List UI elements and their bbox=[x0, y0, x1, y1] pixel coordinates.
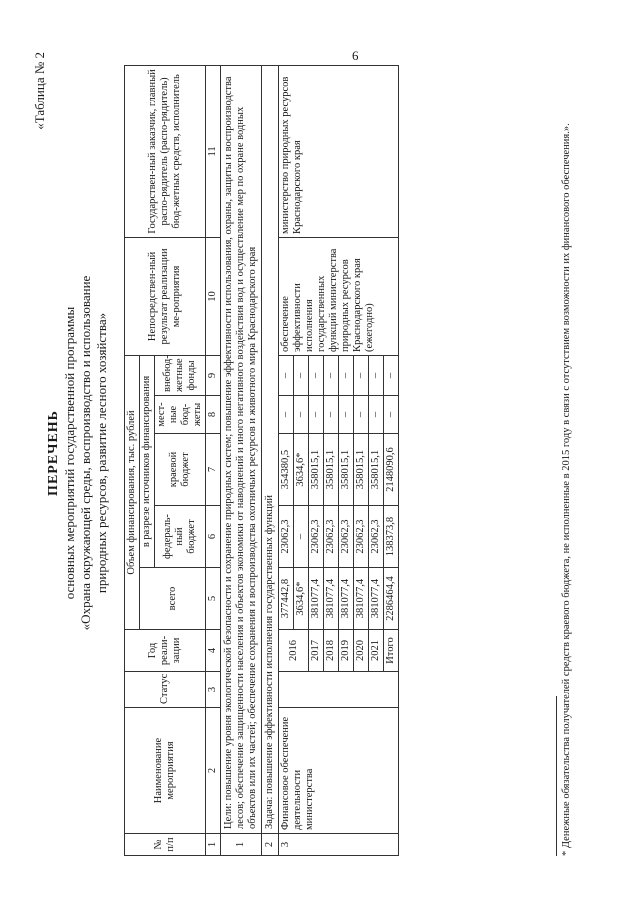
year-cell: 2016 bbox=[279, 630, 309, 672]
goal-row bbox=[221, 65, 262, 855]
column-number: 3 bbox=[206, 672, 221, 708]
extra-cell: – bbox=[279, 355, 294, 395]
footnote-block bbox=[556, 66, 573, 856]
total-cell: 381077,4 bbox=[354, 568, 369, 630]
column-number: 5 bbox=[206, 568, 221, 630]
heading-title: ПЕРЕЧЕНЬ bbox=[46, 410, 61, 496]
activity-result: обеспечение эффективности исполнения государственных функций министерства природных ресурсов Краснодарского края (ежегодно) bbox=[279, 237, 399, 355]
column-number: 1 bbox=[206, 834, 221, 856]
year-cell: 2019 bbox=[339, 630, 354, 672]
activity-num: 3 bbox=[279, 834, 399, 856]
local-cell: – bbox=[324, 396, 339, 434]
local-cell: – bbox=[279, 396, 294, 434]
regional-cell: 2148090,6 bbox=[384, 434, 399, 506]
header-sources-group: в разрезе источников финансирования bbox=[140, 355, 155, 567]
federal-cell: 23062,3 bbox=[324, 506, 339, 568]
document-heading bbox=[46, 38, 110, 868]
activities-table bbox=[124, 65, 399, 856]
header-local: мест-ные бюд-жеты bbox=[155, 396, 206, 434]
column-number: 7 bbox=[206, 434, 221, 506]
column-number-row bbox=[206, 65, 221, 855]
extra-cell: – bbox=[294, 355, 309, 395]
federal-cell: 23062,3 bbox=[309, 506, 324, 568]
local-cell: – bbox=[309, 396, 324, 434]
year-cell: 2021 bbox=[369, 630, 384, 672]
local-cell: – bbox=[369, 396, 384, 434]
local-cell: – bbox=[339, 396, 354, 434]
header-funding-group: Объем финансирования, тыс. рублей bbox=[125, 355, 140, 629]
goal-text: Цели: повышение уровня экологической безопасности и сохранение природных систем; повышение эффективности использования, охраны, защиты и воспроизводства лесов; обеспечение защищенности населения и объектов экономики от наводнений и иного негативного воздействия вод и осуществление мер по охране водных объектов или их частей; обеспечение сохранения и воспроизводства охотничьих ресурсов и животного мира Краснодарского края bbox=[221, 65, 262, 833]
federal-cell: 23062,3 bbox=[339, 506, 354, 568]
year-cell: 2020 bbox=[354, 630, 369, 672]
table-label: «Таблица № 2 bbox=[32, 52, 47, 130]
extra-cell: – bbox=[369, 355, 384, 395]
federal-cell: 23062,3 bbox=[279, 506, 294, 568]
table-row bbox=[279, 65, 294, 855]
header-num: № п/п bbox=[125, 834, 206, 856]
column-number: 11 bbox=[206, 65, 221, 237]
column-number: 6 bbox=[206, 506, 221, 568]
federal-cell: 23062,3 bbox=[369, 506, 384, 568]
column-number: 8 bbox=[206, 396, 221, 434]
regional-cell: 358015,1 bbox=[354, 434, 369, 506]
year-cell: Итого bbox=[384, 630, 399, 672]
column-number: 10 bbox=[206, 237, 221, 355]
column-number: 4 bbox=[206, 630, 221, 672]
extra-cell: – bbox=[324, 355, 339, 395]
column-number: 2 bbox=[206, 708, 221, 834]
header-name: Наименование мероприятия bbox=[125, 708, 206, 834]
total-cell: 3634,6* bbox=[294, 568, 309, 630]
goal-num: 1 bbox=[221, 834, 262, 856]
total-cell: 381077,4 bbox=[339, 568, 354, 630]
heading-line-4: природных ресурсов, развитие лесного хозяйства» bbox=[94, 312, 109, 594]
regional-cell: 358015,1 bbox=[309, 434, 324, 506]
total-cell: 381077,4 bbox=[309, 568, 324, 630]
footnote-divider bbox=[556, 696, 557, 856]
federal-cell: 138373,8 bbox=[384, 506, 399, 568]
heading-line-3: «Охрана окружающей среды, воспроизводство и использование bbox=[78, 275, 93, 631]
header-regional: краевой бюджет bbox=[155, 434, 206, 506]
local-cell: – bbox=[354, 396, 369, 434]
header-year: Год реали-зации bbox=[125, 630, 206, 672]
activity-name: Финансовое обеспечение деятельности министерства bbox=[279, 708, 399, 834]
rotated-page bbox=[28, 38, 638, 868]
task-row bbox=[262, 65, 279, 855]
local-cell: – bbox=[384, 396, 399, 434]
page-number: 6 bbox=[352, 48, 359, 63]
footnote-text: * Денежные обязательства получателей средств краевого бюджета, не исполненные в 2015 году в связи с отсутствием возможности их финансового обеспечения.». bbox=[561, 123, 572, 856]
extra-cell: – bbox=[339, 355, 354, 395]
year-cell: 2017 bbox=[309, 630, 324, 672]
local-cell: – bbox=[294, 396, 309, 434]
heading-line-2: основных мероприятий государственной программы bbox=[62, 306, 77, 600]
task-text: Задача: повышение эффективности исполнения государственных функций bbox=[262, 65, 279, 833]
header-status: Статус bbox=[125, 672, 206, 708]
regional-cell: 354380,5 bbox=[279, 434, 294, 506]
activity-status bbox=[279, 672, 399, 708]
regional-cell: 358015,1 bbox=[339, 434, 354, 506]
extra-cell: – bbox=[384, 355, 399, 395]
total-cell: 381077,4 bbox=[324, 568, 339, 630]
regional-cell: 358015,1 bbox=[369, 434, 384, 506]
regional-cell: 3634,6* bbox=[294, 434, 309, 506]
column-number: 9 bbox=[206, 355, 221, 395]
total-cell: 2286464,4 bbox=[384, 568, 399, 630]
header-extra: внебюд-жетные фонды bbox=[155, 355, 206, 395]
extra-cell: – bbox=[309, 355, 324, 395]
header-total: всего bbox=[140, 568, 206, 630]
extra-cell: – bbox=[354, 355, 369, 395]
header-customer: Государствен-ный заказчик, главный распо-рядитель (распо-рядитель) бюд-жетных средств, исполнитель bbox=[125, 65, 206, 237]
header-result: Непосредствен-ный результат реализации ме-роприятия bbox=[125, 237, 206, 355]
activity-customer: министерство природных ресурсов Краснодарского края bbox=[279, 65, 399, 237]
total-cell: 377442,8 bbox=[279, 568, 294, 630]
task-num: 2 bbox=[262, 834, 279, 856]
federal-cell: – bbox=[294, 506, 309, 568]
federal-cell: 23062,3 bbox=[354, 506, 369, 568]
header-federal: федераль-ный бюджет bbox=[155, 506, 206, 568]
year-cell: 2018 bbox=[324, 630, 339, 672]
activities-table-wrapper bbox=[124, 66, 399, 856]
total-cell: 381077,4 bbox=[369, 568, 384, 630]
regional-cell: 358015,1 bbox=[324, 434, 339, 506]
